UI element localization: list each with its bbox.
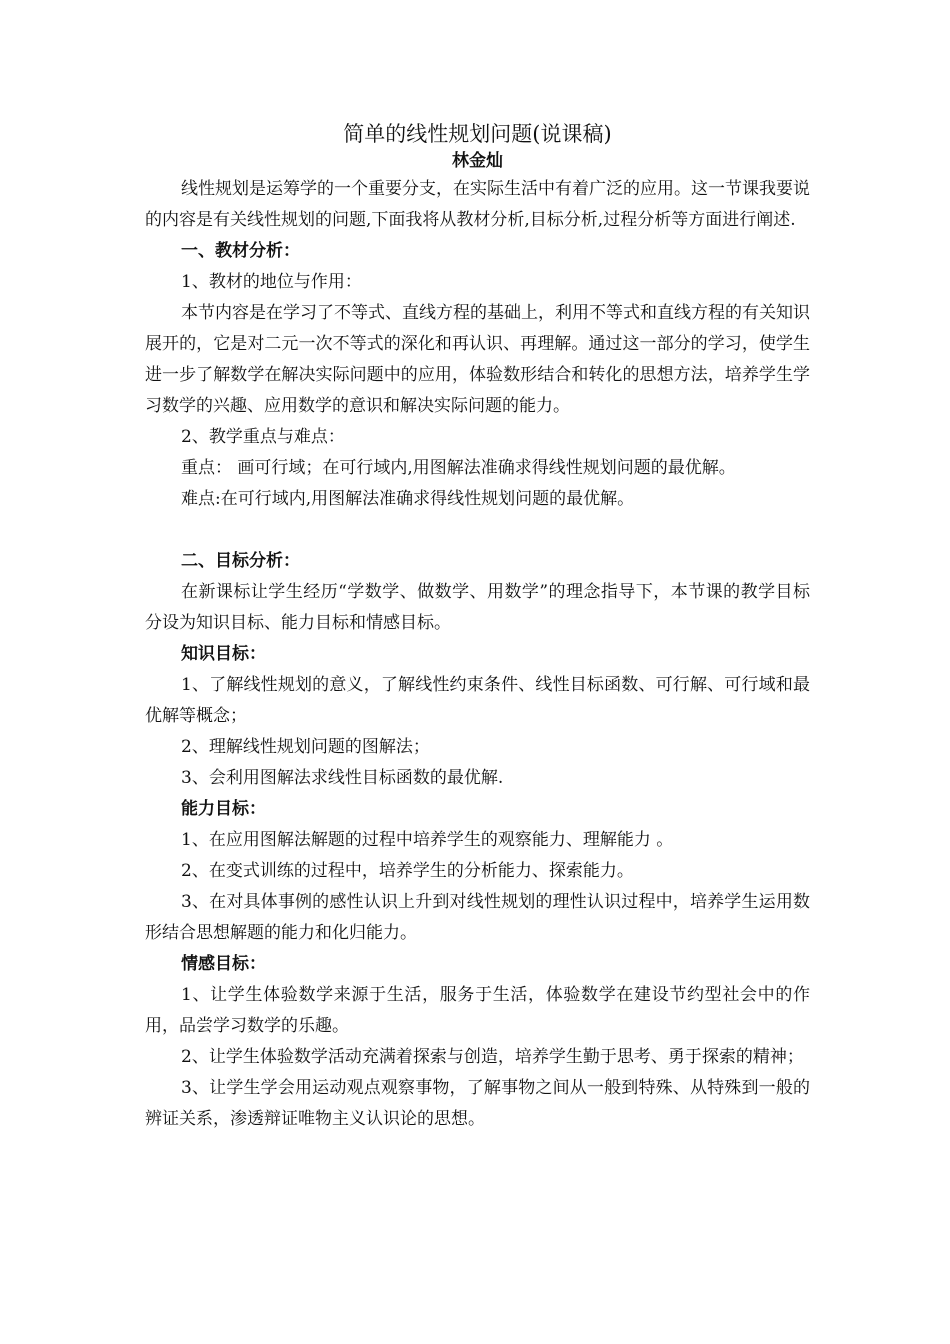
- ability-heading: 能力目标：: [181, 799, 266, 819]
- author-name: 林金灿: [452, 151, 503, 171]
- emotion-item: 2、让学生体验数学活动充满着探索与创造，培养学生勤于思考、勇于探索的精神；: [181, 1047, 804, 1067]
- emotion-heading: 情感目标：: [181, 954, 266, 974]
- emotion-item: 3、让学生学会用运动观点观察事物，了解事物之间从一般到特殊、从特殊到一般的辨证关系，渗透辩证唯物主义认识论的思想。: [145, 1078, 810, 1129]
- knowledge-heading: 知识目标：: [181, 644, 266, 664]
- knowledge-item: 1、了解线性规划的意义，了解线性约束条件、线性目标函数、可行解、可行域和最优解等概念；: [145, 675, 810, 726]
- key-point: 重点： 画可行域；在可行域内,用图解法准确求得线性规划问题的最优解。: [181, 458, 736, 478]
- ability-item: 3、在对具体事例的感性认识上升到对线性规划的理性认识过程中，培养学生运用数形结合思想解题的能力和化归能力。: [145, 892, 810, 943]
- section2-heading: 二、目标分析：: [181, 551, 300, 571]
- document-title: 简单的线性规划问题(说课稿): [343, 122, 612, 146]
- ability-item: 1、在应用图解法解题的过程中培养学生的观察能力、理解能力 。: [181, 830, 674, 850]
- knowledge-item: 2、理解线性规划问题的图解法；: [181, 737, 430, 757]
- section1-sub1-heading: 1、教材的地位与作用：: [181, 272, 362, 292]
- section2-intro: 在新课标让学生经历“学数学、做数学、用数学”的理念指导下，本节课的教学目标分设为知识目标、能力目标和情感目标。: [145, 582, 810, 633]
- section1-sub1-text: 本节内容是在学习了不等式、直线方程的基础上，利用不等式和直线方程的有关知识展开的，它是对二元一次不等式的深化和再认识、再理解。通过这一部分的学习，使学生进一步了解数学在解决实际问题中的应用，体验数形结合和转化的思想方法，培养学生学习数学的兴趣、应用数学的意识和解决实际问题的能力。: [145, 303, 810, 416]
- emotion-item: 1、让学生体验数学来源于生活，服务于生活，体验数学在建设节约型社会中的作用，品尝学习数学的乐趣。: [145, 985, 810, 1036]
- section1-sub2-heading: 2、教学重点与难点：: [181, 427, 345, 447]
- ability-item: 2、在变式训练的过程中，培养学生的分析能力、探索能力。: [181, 861, 634, 881]
- document-page: [145, 118, 810, 1135]
- difficult-point: 难点:在可行域内,用图解法准确求得线性规划问题的最优解。: [181, 489, 635, 509]
- knowledge-item: 3、会利用图解法求线性目标函数的最优解.: [181, 768, 504, 788]
- section1-heading: 一、教材分析：: [181, 241, 300, 261]
- blank-line: [145, 515, 810, 546]
- intro-paragraph: 线性规划是运筹学的一个重要分支，在实际生活中有着广泛的应用。这一节课我要说的内容是有关线性规划的问题,下面我将从教材分析,目标分析,过程分析等方面进行阐述.: [145, 179, 810, 230]
